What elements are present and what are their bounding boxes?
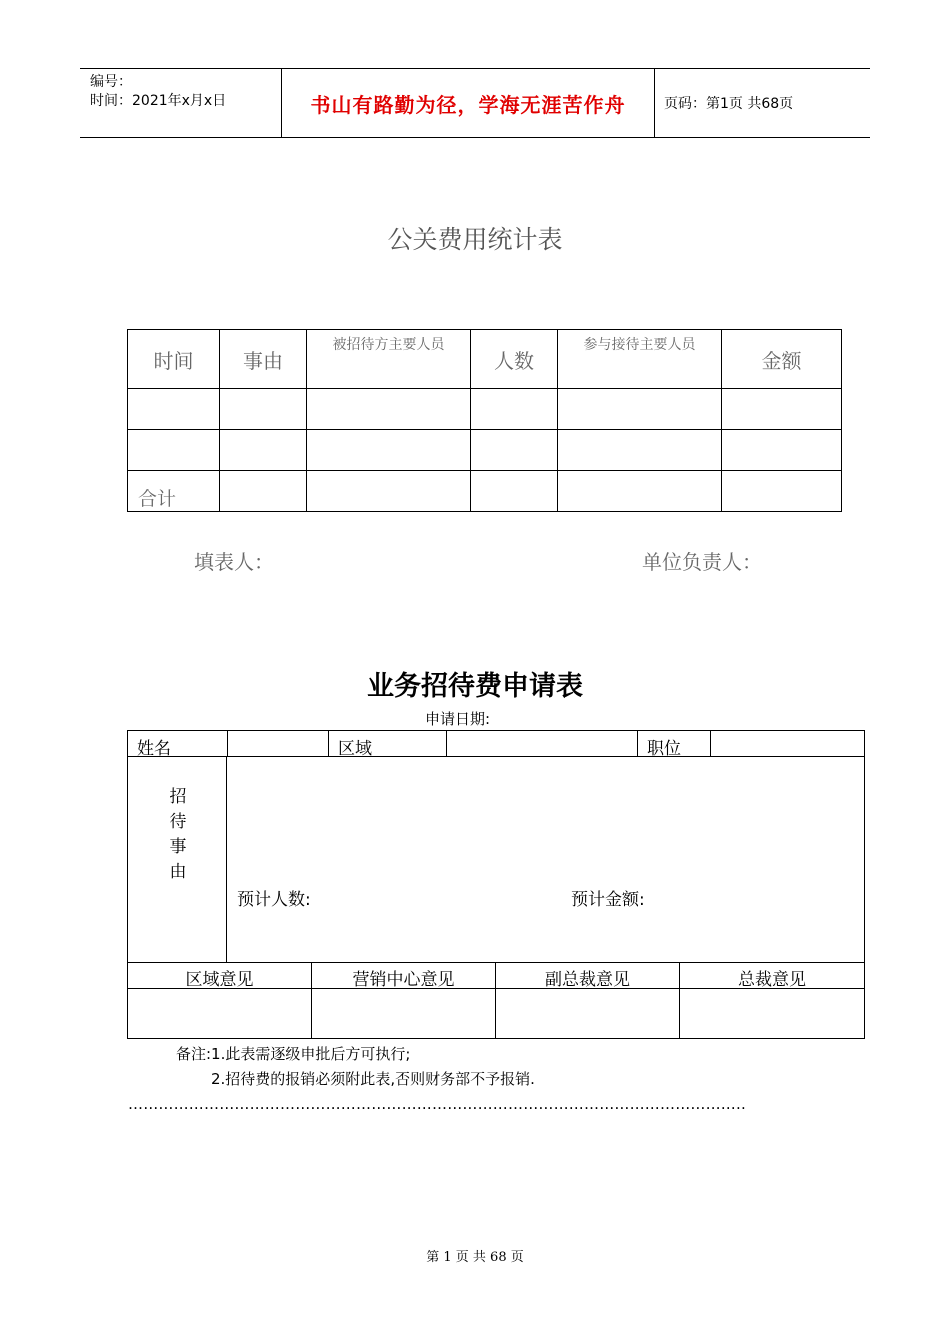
table-cell[interactable] <box>307 389 471 430</box>
region-label: 区域 <box>338 739 372 759</box>
note-line-2: 2.招待费的报销必须附此表,否则财务部不予报销. <box>211 1070 535 1088</box>
table-cell[interactable] <box>128 430 220 471</box>
date-line: 时间：2021年x月x日 <box>90 93 227 109</box>
table-cell[interactable] <box>220 471 307 512</box>
table-cell[interactable] <box>128 389 220 430</box>
opinion-marketing-header: 营销中心意见 <box>352 970 455 990</box>
header-divider <box>654 69 655 137</box>
header-meta <box>90 73 226 111</box>
name-label: 姓名 <box>137 739 171 759</box>
opinion-vp-header: 副总裁意见 <box>545 970 630 990</box>
table-cell[interactable] <box>558 471 722 512</box>
reason-char: 事 <box>169 837 187 857</box>
pr-table-title: 公关费用统计表 <box>387 225 563 254</box>
col-header-amount: 金额 <box>722 330 842 389</box>
table-cell[interactable] <box>471 471 558 512</box>
application-date-label: 申请日期: <box>425 710 491 728</box>
dotted-separator: ………………………………………………………………………………………………………….. <box>128 1095 746 1113</box>
opinion-president-field[interactable] <box>680 989 863 1037</box>
col-header-guests: 被招待方主要人员 <box>307 330 471 389</box>
table-cell[interactable] <box>471 430 558 471</box>
page-footer: 第 1 页 共 68 页 <box>426 1250 524 1265</box>
est-amount-label: 预计金额: <box>571 890 645 910</box>
table-cell[interactable] <box>220 389 307 430</box>
page-header <box>80 68 870 138</box>
table-cell[interactable] <box>307 471 471 512</box>
name-field[interactable] <box>228 731 328 756</box>
table-cell[interactable] <box>307 430 471 471</box>
unit-head-label: 单位负责人： <box>642 550 762 574</box>
opinion-region-header: 区域意见 <box>185 970 254 990</box>
row-divider <box>128 962 864 963</box>
region-field[interactable] <box>447 731 637 756</box>
col-header-hosts: 参与接待主要人员 <box>558 330 722 389</box>
doc-number-label: 编号： <box>90 74 132 90</box>
table-header-row <box>128 330 842 389</box>
reason-field[interactable] <box>227 757 863 882</box>
reason-char: 招 <box>169 787 187 807</box>
table-cell[interactable] <box>558 389 722 430</box>
total-label: 合计 <box>128 471 220 512</box>
table-cell[interactable] <box>722 471 842 512</box>
table-row <box>128 430 842 471</box>
table-cell[interactable] <box>220 430 307 471</box>
pr-expense-table <box>127 329 842 512</box>
filler-label: 填表人： <box>194 550 274 574</box>
position-field[interactable] <box>711 731 863 756</box>
table-cell[interactable] <box>722 430 842 471</box>
cell-divider <box>328 731 329 756</box>
note-line-1: 备注:1.此表需逐级申批后方可执行; <box>176 1045 411 1063</box>
total-row <box>128 471 842 512</box>
header-motto: 书山有路勤为径，学海无涯苦作舟 <box>310 92 626 117</box>
est-people-label: 预计人数: <box>237 890 311 910</box>
header-page-info: 页码：第1页 共68页 <box>664 96 794 112</box>
cell-divider <box>637 731 638 756</box>
col-header-time: 时间 <box>128 330 220 389</box>
reason-char: 由 <box>169 862 187 882</box>
opinion-vp-field[interactable] <box>496 989 679 1037</box>
reason-char: 待 <box>169 812 187 832</box>
opinion-marketing-field[interactable] <box>312 989 495 1037</box>
table-cell[interactable] <box>722 389 842 430</box>
table-cell[interactable] <box>471 389 558 430</box>
application-form <box>127 730 865 1039</box>
reason-label <box>168 785 188 885</box>
application-form-title: 业务招待费申请表 <box>367 671 583 702</box>
table-row <box>128 389 842 430</box>
position-label: 职位 <box>647 739 681 759</box>
col-header-reason: 事由 <box>220 330 307 389</box>
col-header-count: 人数 <box>471 330 558 389</box>
opinion-region-field[interactable] <box>128 989 311 1037</box>
opinion-president-header: 总裁意见 <box>738 970 806 990</box>
table-cell[interactable] <box>558 430 722 471</box>
